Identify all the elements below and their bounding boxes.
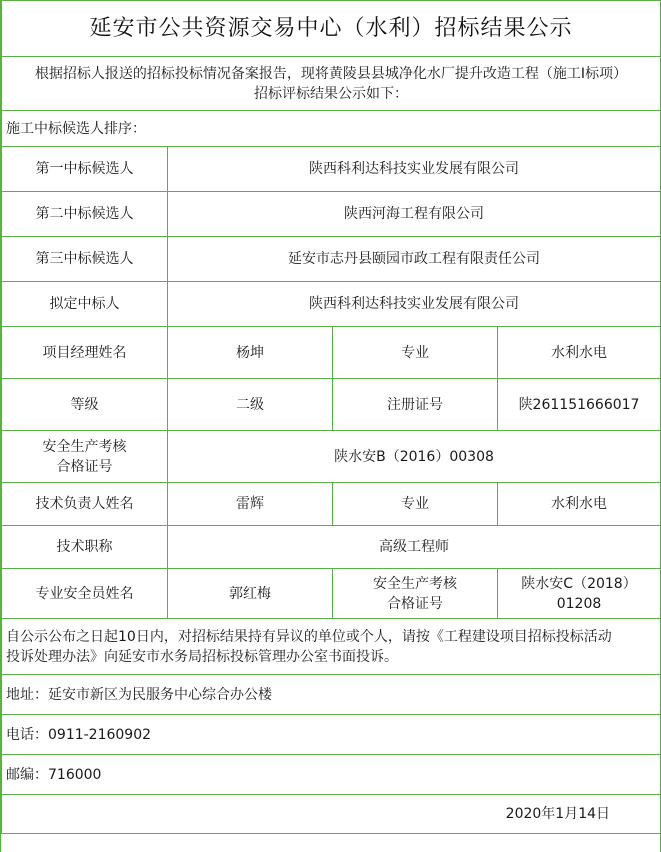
address-text: 地址：延安市新区为民服务中心综合办公楼	[2, 675, 661, 715]
grade-row	[2, 379, 661, 431]
ranking-heading-row	[2, 111, 661, 147]
tech-lead-row	[2, 483, 661, 526]
grade-label: 等级	[2, 379, 168, 431]
reg-cert-value: 陕261151666017	[498, 379, 661, 431]
pm-name: 杨坤	[168, 327, 333, 379]
pm-row	[2, 327, 661, 379]
pm-major-label: 专业	[333, 327, 498, 379]
result-table	[1, 0, 661, 834]
winner-row	[2, 282, 661, 327]
candidate-row-2	[2, 192, 661, 237]
publish-date: 2020年1月14日	[2, 795, 661, 834]
postcode-text: 邮编：716000	[2, 755, 661, 795]
ranking-heading: 施工中标候选人排序：	[2, 111, 661, 147]
safety-cert-row	[2, 431, 661, 483]
tech-title-row	[2, 526, 661, 569]
intro-line-1: 根据招标人报送的招标投标情况备案报告，现将黄陵县县城净化水厂提升改造工程（施工Ⅰ标项）	[34, 65, 628, 82]
intro-row	[2, 57, 661, 111]
winner-value: 陕西科利达科技实业发展有限公司	[168, 282, 661, 327]
tech-title-value: 高级工程师	[168, 526, 661, 569]
intro-line-2: 招标评标结果公示如下：	[254, 85, 408, 102]
candidate-value-1: 陕西科利达科技实业发展有限公司	[168, 147, 661, 192]
page-title: 延安市公共资源交易中心（水利）招标结果公示	[2, 1, 661, 57]
candidate-value-3: 延安市志丹县颐园市政工程有限责任公司	[168, 237, 661, 282]
phone-row	[2, 715, 661, 755]
safety-cert-label-line-1: 安全生产考核	[42, 438, 127, 455]
complaint-notice	[2, 619, 661, 675]
grade-value: 二级	[168, 379, 333, 431]
candidate-label-2: 第二中标候选人	[2, 192, 168, 237]
safety-officer-cert-label-line-2: 合格证号	[387, 595, 443, 612]
safety-officer-label: 专业安全员姓名	[2, 569, 168, 619]
tech-lead-name: 雷辉	[168, 483, 333, 526]
pm-label: 项目经理姓名	[2, 327, 168, 379]
safety-officer-cert-label	[333, 569, 498, 619]
date-row	[2, 795, 661, 834]
pm-major: 水利水电	[498, 327, 661, 379]
tech-title-label: 技术职称	[2, 526, 168, 569]
candidate-label-1: 第一中标候选人	[2, 147, 168, 192]
safety-officer-cert-line-1: 陕水安C（2018）	[521, 575, 637, 592]
address-row	[2, 675, 661, 715]
tech-lead-label: 技术负责人姓名	[2, 483, 168, 526]
tech-lead-major-label: 专业	[333, 483, 498, 526]
winner-label: 拟定中标人	[2, 282, 168, 327]
complaint-notice-line-2: 投诉处理办法》向延安市水务局招标投标管理办公室书面投诉。	[6, 648, 398, 665]
safety-officer-name: 郭红梅	[168, 569, 333, 619]
intro-text	[2, 57, 661, 111]
safety-cert-value: 陕水安B（2016）00308	[168, 431, 661, 483]
title-row	[2, 1, 661, 57]
safety-officer-cert-line-2: 01208	[556, 595, 602, 612]
safety-officer-cert-label-line-1: 安全生产考核	[373, 575, 457, 592]
notice-row	[2, 619, 661, 675]
reg-cert-label: 注册证号	[333, 379, 498, 431]
complaint-notice-line-1: 自公示公布之日起10日内，对招标结果持有异议的单位或个人，请按《工程建设项目招标投标活动	[6, 628, 612, 645]
phone-text: 电话：0911-2160902	[2, 715, 661, 755]
candidate-row-1	[2, 147, 661, 192]
safety-cert-label-line-2: 合格证号	[56, 458, 113, 475]
candidate-row-3	[2, 237, 661, 282]
safety-cert-label	[2, 431, 168, 483]
safety-officer-cert	[498, 569, 661, 619]
candidate-label-3: 第三中标候选人	[2, 237, 168, 282]
tech-lead-major: 水利水电	[498, 483, 661, 526]
safety-officer-row	[2, 569, 661, 619]
postcode-row	[2, 755, 661, 795]
candidate-value-2: 陕西河海工程有限公司	[168, 192, 661, 237]
